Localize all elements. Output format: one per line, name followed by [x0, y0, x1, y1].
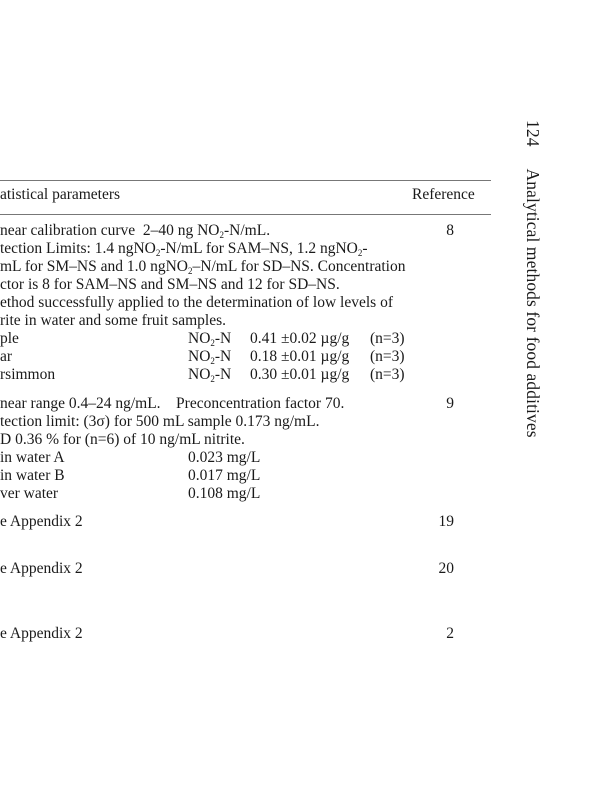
sample-value: 0.41 ±0.02 µg/g [250, 330, 350, 347]
reference-cell: 8 [446, 222, 454, 239]
sample-n: (n=3) [370, 348, 405, 365]
param-line: ctor is 8 for SAM–NS and SM–NS and 12 for SD–NS. [0, 276, 340, 293]
running-title: Analytical methods for food additives [523, 168, 543, 438]
param-line: ethod successfully applied to the determination of low levels of [0, 294, 393, 311]
param-line: D 0.36 % for (n=6) of 10 ng/mL nitrite. [0, 431, 245, 448]
water-sample-name: ver water [0, 485, 59, 502]
sample-value: 0.30 ±0.01 µg/g [250, 366, 350, 383]
water-sample-value: 0.108 mg/L [188, 485, 261, 502]
reference-cell: 2 [446, 625, 454, 642]
param-line: tection Limits: 1.4 ngNO$_2$-N/mL for SAM–NS, 1.2 ngNO$_2$- [0, 240, 368, 258]
running-header [522, 120, 543, 438]
reference-cell: 19 [438, 513, 454, 530]
water-sample-name: in water B [0, 467, 65, 484]
sample-name: rsimmon [0, 366, 56, 383]
water-sample-value: 0.023 mg/L [188, 449, 261, 466]
reference-cell: 20 [438, 560, 454, 577]
sample-name: ar [0, 348, 13, 365]
sample-analyte: $NO_2-N$ [188, 348, 232, 366]
page-number: 124 [523, 120, 543, 147]
water-sample-name: in water A [0, 449, 65, 466]
sample-n: (n=3) [370, 366, 405, 383]
column-header-params: atistical parameters [0, 186, 121, 203]
param-line: tection limit: (3σ) for 500 mL sample 0.173 ng/mL. [0, 413, 320, 430]
sample-n: (n=3) [370, 330, 405, 347]
param-line: e Appendix 2 [0, 513, 83, 530]
sample-analyte: $NO_2-N$ [188, 366, 232, 384]
param-line: near range 0.4–24 ng/mL. Preconcentration factor 70. [0, 395, 345, 412]
param-line: e Appendix 2 [0, 560, 83, 577]
sample-analyte: $NO_2-N$ [188, 330, 232, 348]
table-header-rule [0, 214, 491, 215]
column-header-reference: Reference [412, 186, 475, 203]
reference-cell: 9 [446, 395, 454, 412]
param-line: e Appendix 2 [0, 625, 83, 642]
param-line: rite in water and some fruit samples. [0, 312, 226, 329]
water-sample-value: 0.017 mg/L [188, 467, 261, 484]
table-top-rule [0, 180, 491, 181]
param-line: mL for SM–NS and 1.0 ngNO$_2$–N/mL for SD–NS. Concentration [0, 258, 406, 276]
param-line: near calibration curve 2–40 ng $NO_2-N/mL$. [0, 222, 271, 240]
sample-value: 0.18 ±0.01 µg/g [250, 348, 350, 365]
sample-name: ple [0, 330, 19, 347]
